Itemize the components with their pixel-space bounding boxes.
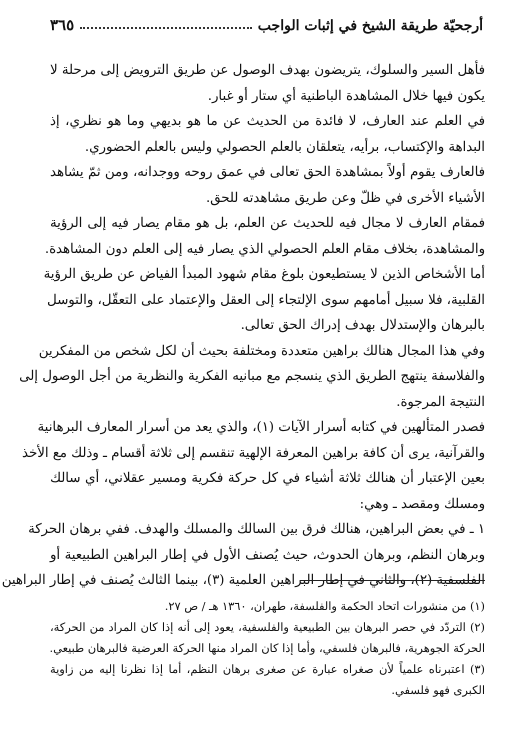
footnote-line: (١) من منشورات اتحاد الحكمة والفلسفة، طهران، ١٣٦٠ هـ / ص ٢٧. bbox=[164, 599, 485, 613]
body-line: في العلم عند العارف، لا فائدة من الحديث عن ما هو بديهي وما هو نظري، إذ bbox=[50, 114, 485, 129]
body-line: فصدر المتألهين في كتابه أسرار الآيات (١)، والذي يعد من أسرار المعارف البرهانية bbox=[37, 420, 485, 435]
body-line: فأهل السير والسلوك، يتريضون بهدف الوصول عن طريق الترويض إلى مرحلة لا bbox=[50, 63, 485, 78]
body-line: والمشاهدة، بخلاف مقام العلم الحصولي الذي يصار فيه إلى العلم دون المشاهدة. bbox=[44, 241, 485, 257]
header-dot-leader bbox=[80, 27, 252, 29]
page-number: ٣٦٥ bbox=[50, 16, 75, 34]
body-line: أما الأشخاص الذين لا يستطيعون بلوغ مقام شهود المبدأ الفياض عن طريق الرؤية bbox=[43, 267, 485, 282]
footnote-line: الكبرى فهو فلسفي. bbox=[391, 683, 485, 697]
body-line: فمقام العارف لا مجال فيه للحديث عن العلم، بل هو مقام يصار فيه إلى الرؤية bbox=[50, 216, 485, 231]
body-line: يكون فيها خلال المشاهدة الباطنية أي ستار أو غبار. bbox=[207, 88, 485, 104]
body-line: فالعارف يقوم أولاً بمشاهدة الحق تعالى في عمق روحه ووجدانه، ومن ثمّ يشاهد bbox=[50, 165, 485, 180]
body-line: ١ ـ في بعض البراهين، هنالك فرق بين السالك والمسلك والهدف. ففي برهان الحركة bbox=[28, 522, 485, 537]
body-line: القلبية، فلا سبيل أمامهم سوى الإلتجاء إلى العقل والإعتماد على التعقّل، والتوسل bbox=[47, 292, 485, 308]
body-line: بعين الإعتبار أن هنالك ثلاثة أشياء في كل حركة فكرية ومسير عقلاني، أي سالك bbox=[50, 471, 485, 486]
body-line: البداهة والإكتساب، برأيه، يتعلقان بالعلم الحصولي وليس بالعلم الحضوري. bbox=[84, 139, 485, 155]
body-line: والفلاسفة ينتهج الطريق الذي ينسجم مع مبانيه الفكرية والنظرية من أجل الوصول إلى bbox=[19, 369, 485, 384]
header-title: أرجحيّة طريقة الشيخ في إثبات الواجب bbox=[257, 18, 483, 34]
footnote-line: (٣) اعتبرناه علمياً لأن صغراه عبارة عن صغرى برهان النظم، أما إذا نظرنا إليه من زاوية bbox=[50, 662, 485, 676]
body-line: الفلسفية (٢)، والثاني في إطار البراهين العلمية (٣)، بينما الثالث يُصنف في إطار البراهين bbox=[1, 573, 485, 588]
body-line: النتيجة المرجوة. bbox=[396, 394, 485, 410]
footnote-line: (٢) التردّد في حصر البرهان بين الطبيعية والفلسفية، يعود إلى أنه إذا كان المراد من الحركة، bbox=[50, 620, 485, 634]
body-line: بالبرهان والإستدلال بهدف إدراك الحق تعالى. bbox=[240, 318, 485, 333]
footnote-line: الحركة الجوهرية، فالبرهان فلسفي، وأما إذا كان المراد منها الحركة العرضية فالبرهان طبيعي. bbox=[49, 641, 485, 655]
footnotes bbox=[50, 596, 485, 701]
running-header bbox=[50, 12, 483, 34]
body-line: وفي هذا المجال هنالك براهين متعددة ومختلفة بحيث أن لكل شخص من المفكرين bbox=[38, 343, 485, 359]
body-line: الأشياء الأخرى في ظلّ وعن طريق مشاهدته للحق. bbox=[205, 190, 485, 206]
body-line: والقرآنية، يرى أن كافة براهين المعرفة الإلهية تنقسم إلى ثلاثة أقسام ـ وذلك مع الأخذ bbox=[22, 445, 485, 461]
body-line: وبرهان النظم، وبرهان الحدوث، حيث يُصنف الأول في إطار البراهين الطبيعية أو bbox=[50, 547, 485, 563]
footnote-separator bbox=[300, 580, 485, 581]
main-text bbox=[1, 58, 485, 594]
body-line: ومسلك ومقصد ـ وهي: bbox=[359, 496, 485, 512]
